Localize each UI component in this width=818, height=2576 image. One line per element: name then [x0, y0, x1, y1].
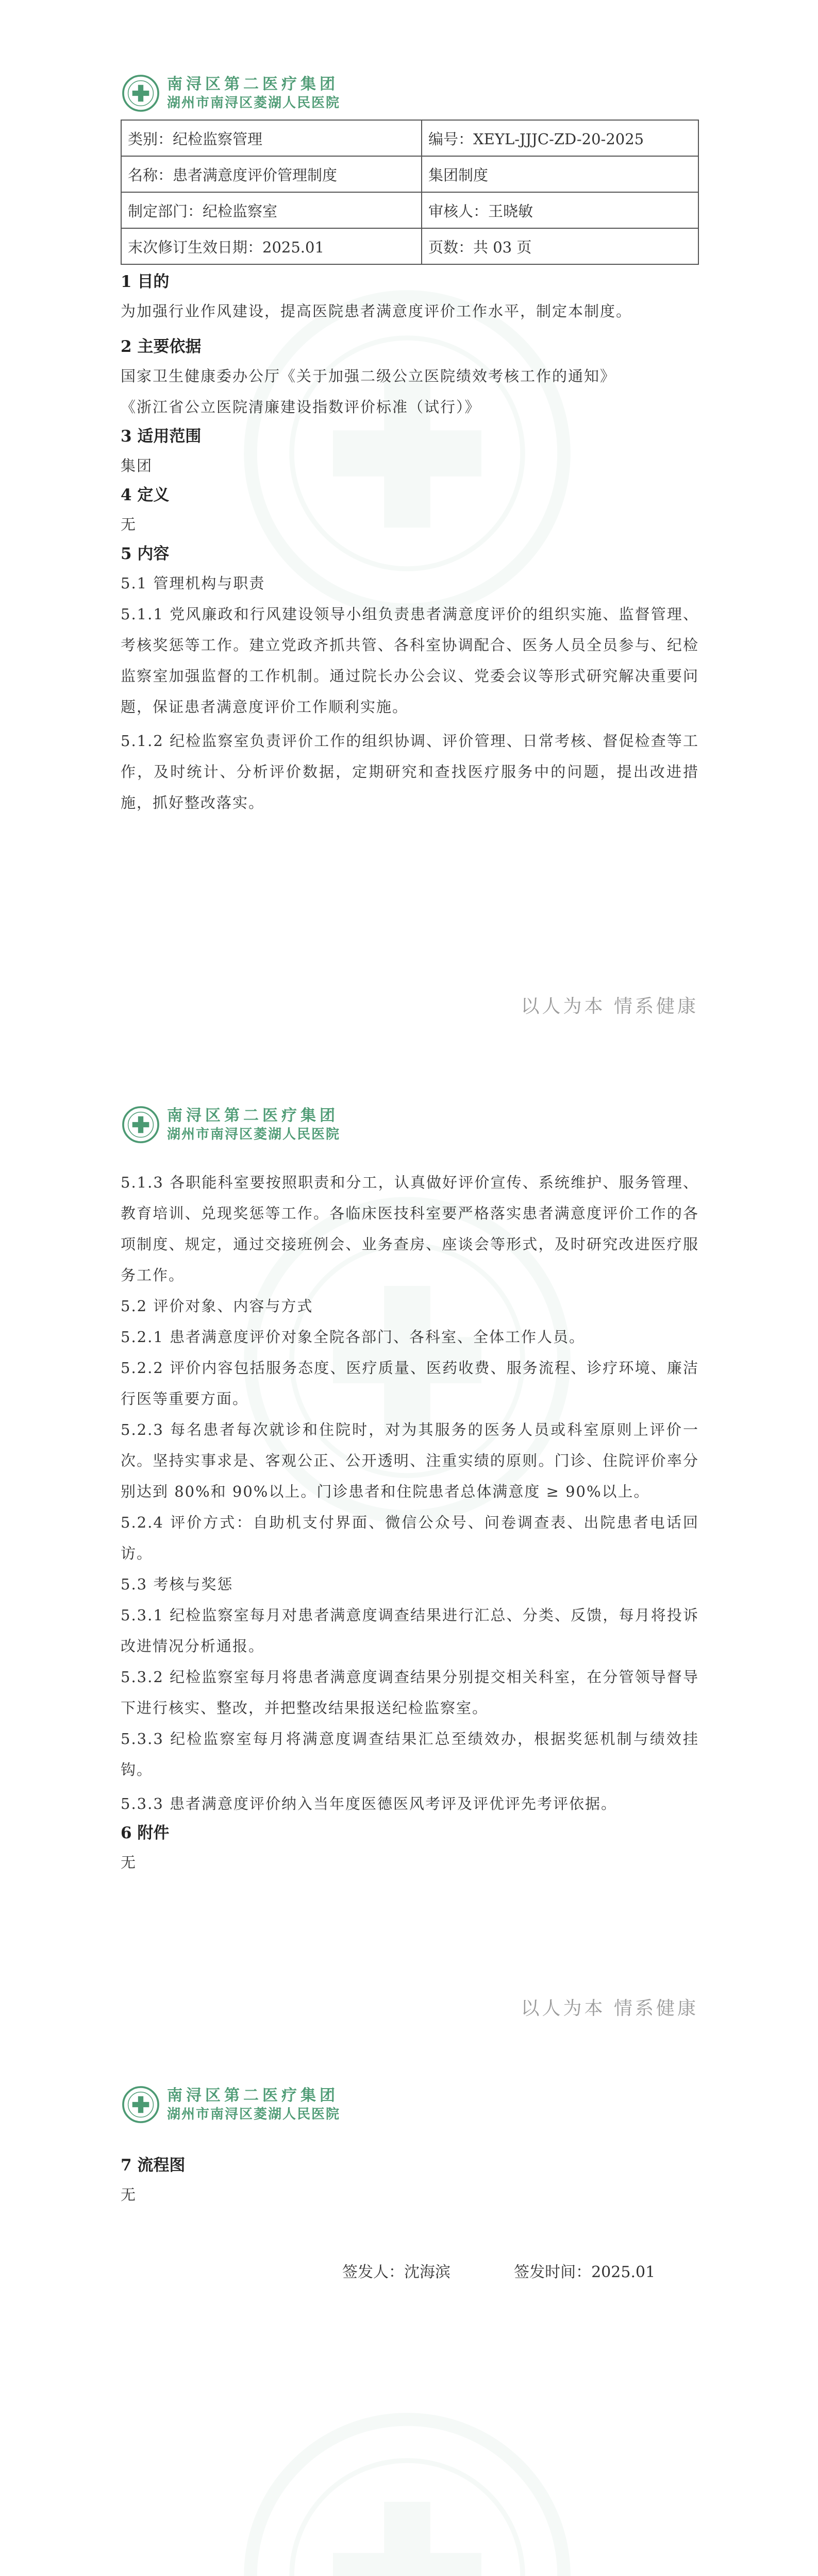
- section-5-1-2-text: 5.1.2 纪检监察室负责评价工作的组织协调、评价管理、日常考核、督促检查等工作，及时统计、分析评价数据，定期研究和查找医疗服务中的问题，提出改进措施，抓好整改落实。: [121, 732, 699, 811]
- table-row: [121, 228, 698, 264]
- document-header: [122, 70, 340, 116]
- section-5-title: 5 内容: [121, 545, 170, 563]
- section-6-title: 6 附件: [121, 1824, 170, 1842]
- org-name-primary: 南浔区第二医疗集团: [167, 75, 339, 93]
- section-5-2-3-text: 5.2.3 每名患者每次就诊和住院时，对为其服务的医务人员或科室原则上评价一次。坚持实事求是、客观公正、公开透明、注重实绩的原则。门诊、住院评价率分别达到 80%和 90%以上。门诊患者和住院患者总体满意度 ≥ 90%以上。: [121, 1421, 699, 1500]
- section-2-basis-2: 《浙江省公立医院清廉建设指数评价标准（试行）》: [121, 398, 481, 416]
- table-row: [121, 156, 698, 192]
- issuer: 签发人：沈海滨: [342, 2263, 450, 2281]
- section-4-title: 4 定义: [121, 486, 170, 504]
- section-4-text: 无: [121, 516, 137, 533]
- section-1-text: 为加强行业作风建设，提高医院患者满意度评价工作水平，制定本制度。: [121, 302, 632, 320]
- document-body-page-3: [121, 2151, 699, 2210]
- issue-time: 签发时间：2025.01: [514, 2263, 656, 2281]
- org-name-primary: 南浔区第二医疗集团: [167, 2087, 339, 2105]
- section-5-2-4-text: 5.2.4 评价方式：自助机支付界面、微信公众号、问卷调查表、出院患者电话回访。: [121, 1514, 699, 1562]
- type-cell: 集团制度: [422, 156, 698, 192]
- document-body-page-2: [121, 1167, 699, 1878]
- name-cell: 名称：患者满意度评价管理制度: [121, 156, 422, 192]
- document-page-2: [0, 1061, 818, 2071]
- section-2-title: 2 主要依据: [121, 337, 202, 356]
- section-5-3-3-text: 5.3.3 纪检监察室每月将满意度调查结果汇总至绩效办，根据奖惩机制与绩效挂钩。: [121, 1730, 699, 1778]
- document-page-3: [0, 2071, 818, 2576]
- pages-cell: 页数：共 03 页: [422, 228, 698, 264]
- section-3-text: 集团: [121, 457, 153, 474]
- section-7-title: 7 流程图: [121, 2156, 186, 2175]
- document-info-table: [121, 120, 699, 265]
- document-header: [122, 1101, 340, 1148]
- number-cell: 编号：XEYL-JJJC-ZD-20-2025: [422, 120, 698, 156]
- section-6-text: 无: [121, 1854, 137, 1871]
- table-row: [121, 192, 698, 228]
- effective-date-cell: 末次修订生效日期：2025.01: [121, 228, 422, 264]
- section-3-title: 3 适用范围: [121, 427, 202, 446]
- category-cell: 类别：纪检监察管理: [121, 120, 422, 156]
- document-body-page-1: [121, 268, 699, 818]
- section-5-3-2-text: 5.3.2 纪检监察室每月将患者满意度调查结果分别提交相关科室，在分管领导督导下进行核实、整改，并把整改结果报送纪检监察室。: [121, 1668, 699, 1717]
- org-name-primary: 南浔区第二医疗集团: [167, 1107, 339, 1125]
- table-row: [121, 120, 698, 156]
- section-5-1-3-text: 5.1.3 各职能科室要按照职责和分工，认真做好评价宣传、系统维护、服务管理、教育培训、兑现奖惩等工作。各临床医技科室要严格落实患者满意度评价工作的各项制度、规定，通过交接班例会、业务查房、座谈会等形式，及时研究改进医疗服务工作。: [121, 1174, 699, 1284]
- section-1-title: 1 目的: [121, 273, 170, 291]
- section-2-basis-1: 国家卫生健康委办公厅《关于加强二级公立医院绩效考核工作的通知》: [121, 367, 616, 385]
- org-name-secondary: 湖州市南浔区菱湖人民医院: [167, 1127, 341, 1142]
- section-5-1-heading: 5.1 管理机构与职责: [121, 574, 265, 592]
- section-5-1-1-text: 5.1.1 党风廉政和行风建设领导小组负责患者满意度评价的组织实施、监督管理、考核奖惩等工作。建立党政齐抓共管、各科室协调配合、医务人员全员参与、纪检监察室加强监督的工作机制。通过院长办公会议、党委会议等形式研究解决重要问题，保证患者满意度评价工作顺利实施。: [121, 605, 699, 716]
- hospital-logo-icon: [122, 2086, 160, 2124]
- hospital-logo-icon: [122, 1106, 160, 1144]
- reviewer-cell: 审核人：王晓敏: [422, 192, 698, 228]
- section-5-3-1-text: 5.3.1 纪检监察室每月对患者满意度调查结果进行汇总、分类、反馈，每月将投诉改进情况分析通报。: [121, 1606, 699, 1655]
- hospital-logo-icon: [122, 74, 160, 112]
- org-name-secondary: 湖州市南浔区菱湖人民医院: [167, 2107, 341, 2122]
- document-page-1: [0, 0, 818, 1061]
- department-cell: 制定部门：纪检监察室: [121, 192, 422, 228]
- page-slogan: 以人为本 情系健康: [521, 1998, 698, 2019]
- signature-line: [342, 2259, 655, 2282]
- section-5-2-2-text: 5.2.2 评价内容包括服务态度、医疗质量、医药收费、服务流程、诊疗环境、廉洁行医等重要方面。: [121, 1359, 699, 1408]
- section-7-text: 无: [121, 2186, 137, 2204]
- watermark-seal-icon: [242, 2411, 572, 2576]
- section-5-3-3-evaluation-text: 5.3.3 患者满意度评价纳入当年度医德医风考评及评优评先考评依据。: [121, 1795, 617, 1812]
- section-5-3-heading: 5.3 考核与奖惩: [121, 1575, 233, 1593]
- org-name-secondary: 湖州市南浔区菱湖人民医院: [167, 95, 341, 111]
- document-header: [122, 2081, 340, 2128]
- page-slogan: 以人为本 情系健康: [521, 996, 698, 1017]
- section-5-2-1-text: 5.2.1 患者满意度评价对象全院各部门、各科室、全体工作人员。: [121, 1328, 586, 1346]
- section-5-2-heading: 5.2 评价对象、内容与方式: [121, 1297, 313, 1315]
